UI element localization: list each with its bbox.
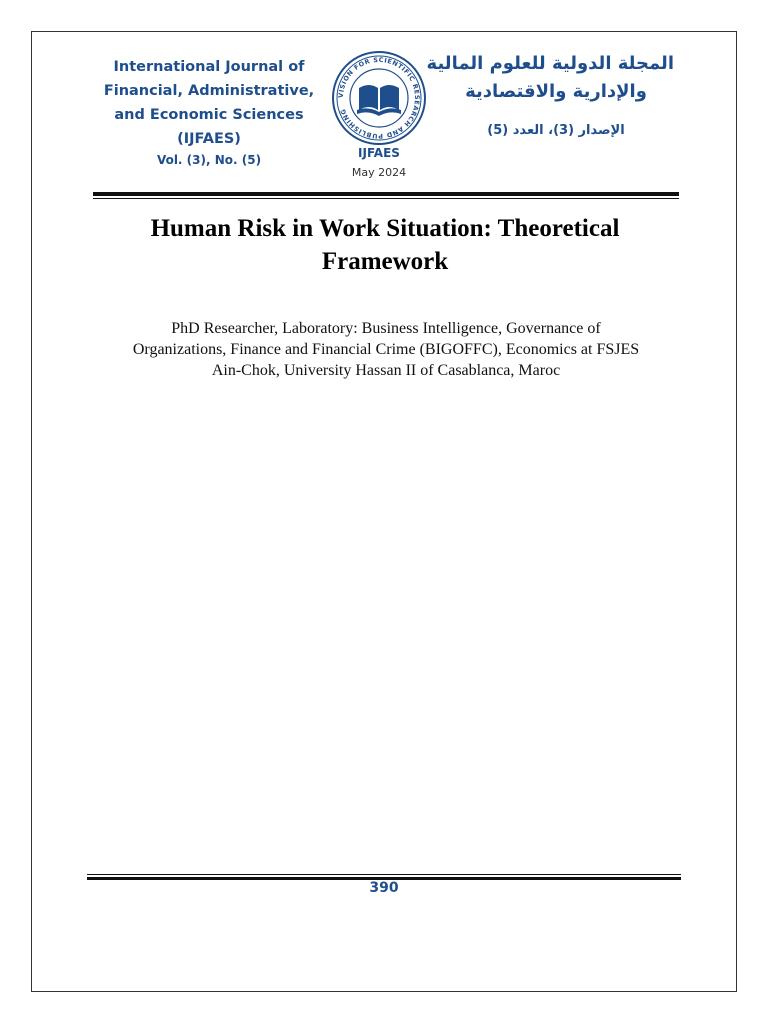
- article-title: [100, 212, 670, 278]
- journal-arabic-name: [426, 50, 674, 140]
- logo-ring-text: VISION FOR SCIENTIFIC RESEARCH AND PUBLISHING: [336, 55, 422, 141]
- header-rule: [93, 192, 679, 196]
- title-line: Human Risk in Work Situation: Theoretical: [150, 215, 620, 242]
- page-number: 390: [369, 880, 399, 896]
- journal-name-line: and Economic Sciences: [114, 107, 304, 123]
- logo-name: IJFAES: [358, 146, 400, 160]
- affiliation-line: Organizations, Finance and Financial Crime (BIGOFFC), Economics at FSJES: [132, 341, 640, 358]
- arabic-issue: الإصدار (3)، العدد (5): [487, 123, 625, 138]
- arabic-name-line: والإدارية والاقتصادية: [465, 81, 647, 102]
- journal-logo: [329, 48, 429, 179]
- affiliation-line: Ain-Chok, University Hassan II of Casablanca, Maroc: [211, 362, 561, 379]
- journal-name-line: International Journal of: [113, 59, 305, 75]
- header-rule-thin: [93, 198, 679, 199]
- journal-name-line: Financial, Administrative,: [103, 83, 315, 99]
- affiliation-line: PhD Researcher, Laboratory: Business Intelligence, Governance of: [171, 320, 601, 337]
- author-affiliation: [96, 318, 676, 381]
- journal-volume: Vol. (3), No. (5): [156, 153, 262, 167]
- journal-abbreviation: (IJFAES): [177, 131, 241, 147]
- journal-english-name: [98, 55, 320, 169]
- issue-date: May 2024: [351, 166, 407, 179]
- footer-rule-thin: [87, 874, 681, 875]
- title-line: Framework: [321, 248, 449, 275]
- open-book-seal-icon: [329, 48, 429, 148]
- arabic-name-line: المجلة الدولية للعلوم المالية: [426, 53, 674, 74]
